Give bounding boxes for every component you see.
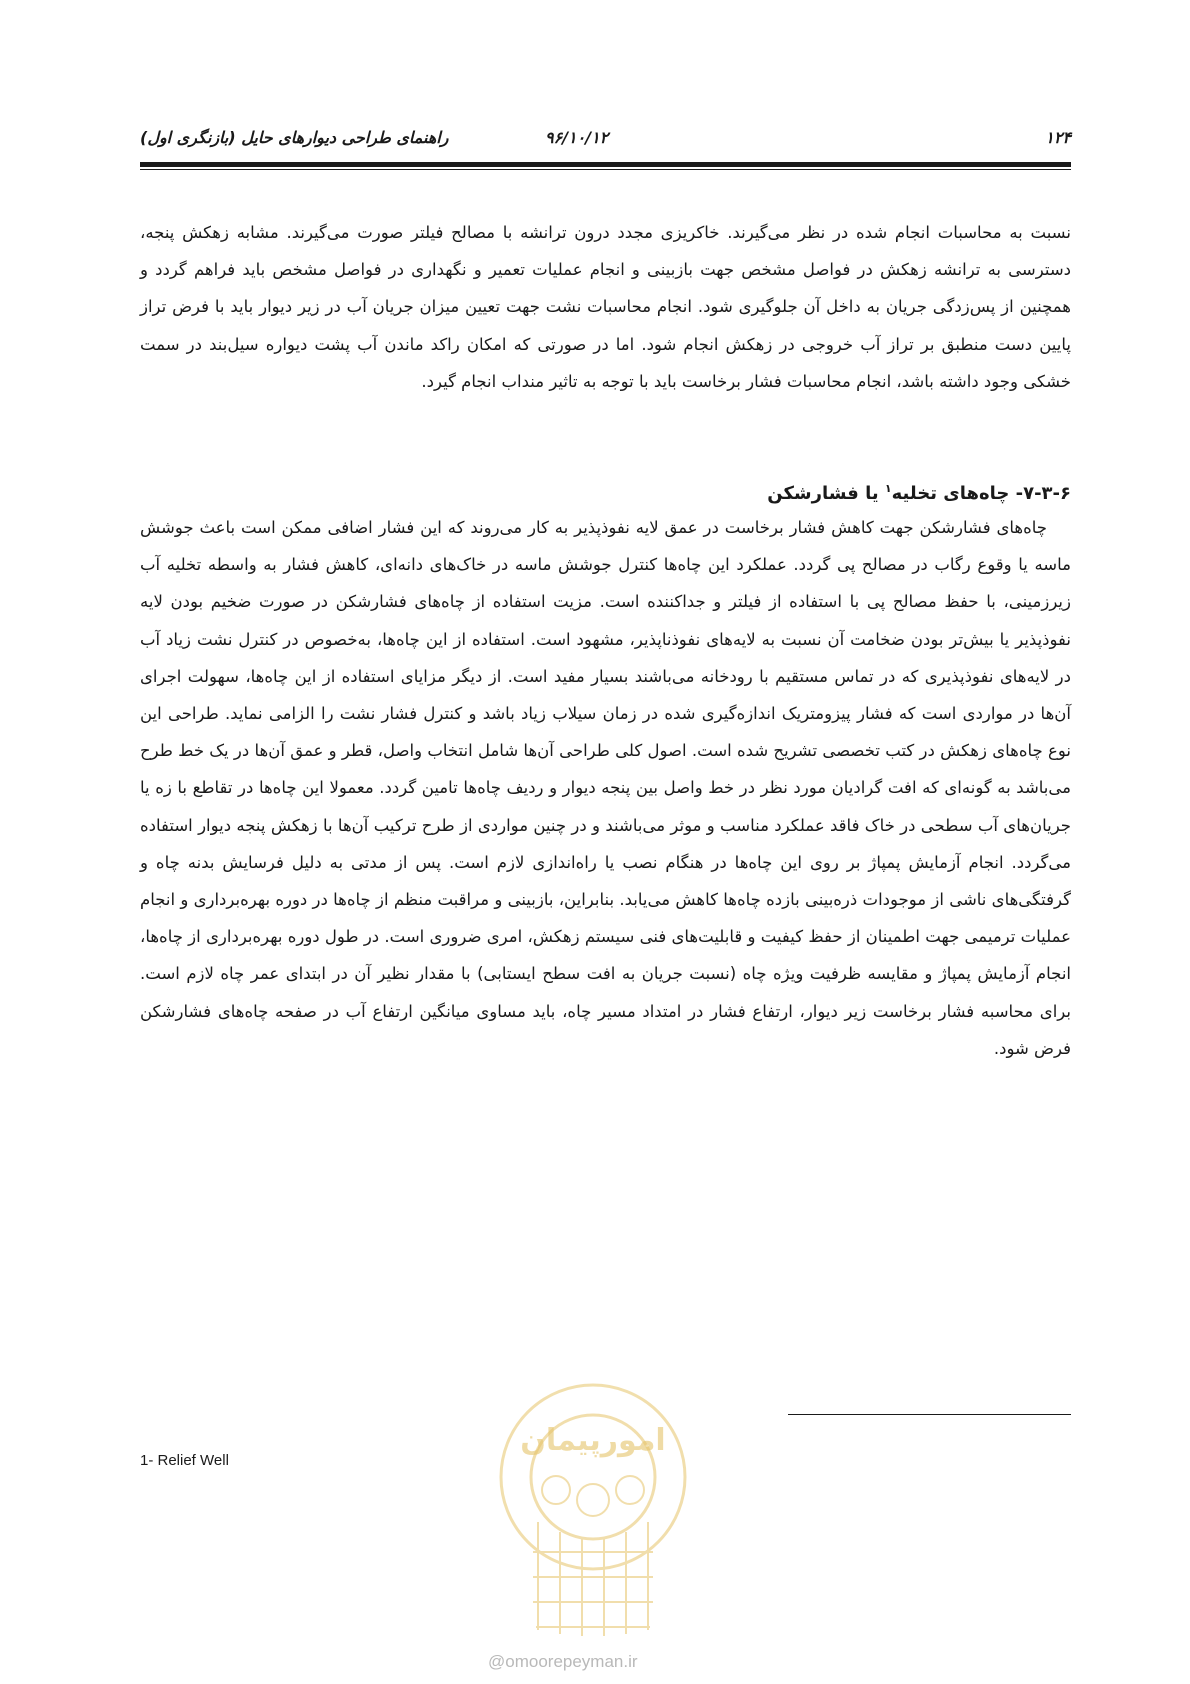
section-heading bbox=[140, 474, 1071, 509]
body-paragraph-2: چاه‌های فشارشکن جهت کاهش فشار برخاست در عمق لایه نفوذپذیر به کار می‌روند که این فشار اضافی ممکن است باعث جوشش ماسه یا وقوع رگاب در مصالح پی گردد. عملکرد این چاه‌ها کنترل جوشش ماسه در خاک‌های دانه‌ای، کاهش فشار به واسطه تخلیه آب زیرزمینی، با حفظ مصالح پی با استفاده از فیلتر و جداکننده است. مزیت استفاده از چاه‌های فشارشکن در صورت ضخیم بودن لایه نفوذپذیر یا بیش‌تر بودن ضخامت آن نسبت به لایه‌های نفوذناپذیر، مشهود است. استفاده از این چاه‌ها، به‌خصوص در کنترل نشت زیاد آب در لایه‌های نفوذپذیری که در تماس مستقیم با رودخانه می‌باشند بسیار مفید است. از دیگر مزایای استفاده از این چاه‌ها، سهولت اجرای آن‌ها در مواردی است که فشار پیزومتریک اندازه‌گیری شده در زمان سیلاب زیاد باشد و کنترل فشار نشت را الزامی نماید. طراحی این نوع چاه‌های زهکش در کتب تخصصی تشریح شده است. اصول کلی طراحی آن‌ها شامل انتخاب واصل، قطر و عمق آن‌ها در یک خط طرح می‌باشد به گونه‌ای که افت گرادیان مورد نظر در خط واصل بین پنجه دیوار و ردیف چاه‌ها تامین گردد. معمولا این چاه‌ها در تقاطع با زه یا جریان‌های آب سطحی در خاک فاقد عملکرد مناسب و موثر می‌باشند و در چنین مواردی از طرح ترکیب آن‌ها با زهکش پنجه دیوار استفاده می‌گردد. انجام آزمایش پمپاژ بر روی این چاه‌ها در هنگام نصب یا راه‌اندازی لازم است. پس از مدتی به دلیل فرسایش بدنه چاه و گرفتگی‌های ناشی از موجودات ذره‌بینی بازده چاه‌ها کاهش می‌یابد. بنابراین، بازبینی و مراقبت منظم از چاه‌ها در دوره بهره‌برداری و انجام عملیات ترمیمی جهت اطمینان از حفظ کیفیت و قابلیت‌های فنی سیستم زهکش، امری ضروری است. در طول دوره بهره‌برداری از چاه‌ها، انجام آزمایش پمپاژ و مقایسه ظرفیت ویژه چاه (نسبت جریان به افت سطح ایستابی) با مقدار نظیر آن در ابتدای عمر چاه لازم است. برای محاسبه فشار برخاست زیر دیوار، ارتفاع فشار در امتداد مسیر چاه، باید مساوی میانگین ارتفاع آب در صفحه چاه‌های فشارشکن فرض شود. bbox=[140, 518, 1071, 1058]
header-rule-thick bbox=[140, 162, 1071, 167]
watermark-logo-text: امورپیمان bbox=[520, 1423, 666, 1458]
section-title-suffix: یا فشارشکن bbox=[767, 483, 879, 504]
header-rule-thin bbox=[140, 169, 1071, 170]
main-content bbox=[140, 214, 1071, 1067]
section-title: چاه‌های تخلیه bbox=[891, 483, 1010, 504]
header-title: راهنمای طراحی دیوارهای حایل (بازنگری اول) bbox=[140, 128, 449, 147]
footnote-separator bbox=[788, 1414, 1071, 1415]
section-number: ۷-۳-۶- bbox=[1015, 483, 1071, 504]
watermark-seal bbox=[478, 1372, 708, 1642]
watermark-url: @omoorepeyman.ir bbox=[488, 1652, 638, 1671]
page-header bbox=[140, 128, 1071, 158]
footnote-reference: ۱ bbox=[884, 482, 892, 495]
body-paragraph-1: نسبت به محاسبات انجام شده در نظر می‌گیرند. خاکریزی مجدد درون ترانشه با مصالح فیلتر صورت می‌گیرند. مشابه زهکش پنجه، دسترسی به ترانشه زهکش در فواصل مشخص جهت بازبینی و انجام عملیات تعمیر و نگهداری در فواصل مشخص باید فراهم گردد و همچنین از پس‌زدگی جریان به داخل آن جلوگیری شود. انجام محاسبات نشت جهت تعیین میزان جریان آب در زیر دیوار باید با فرض تراز پایین دست منطبق بر تراز آب خروجی در زهکش انجام شود. اما در صورتی که امکان راکد ماندن آب پشت دیواره سیل‌بند در سمت خشکی وجود داشته باشد، انجام محاسبات فشار برخاست باید با توجه به تاثیر منداب انجام گیرد. bbox=[140, 223, 1071, 391]
page-number: ۱۲۴ bbox=[1045, 128, 1071, 147]
footnote: 1- Relief Well bbox=[140, 1452, 229, 1469]
header-date: ۹۶/۱۰/۱۲ bbox=[545, 128, 609, 147]
